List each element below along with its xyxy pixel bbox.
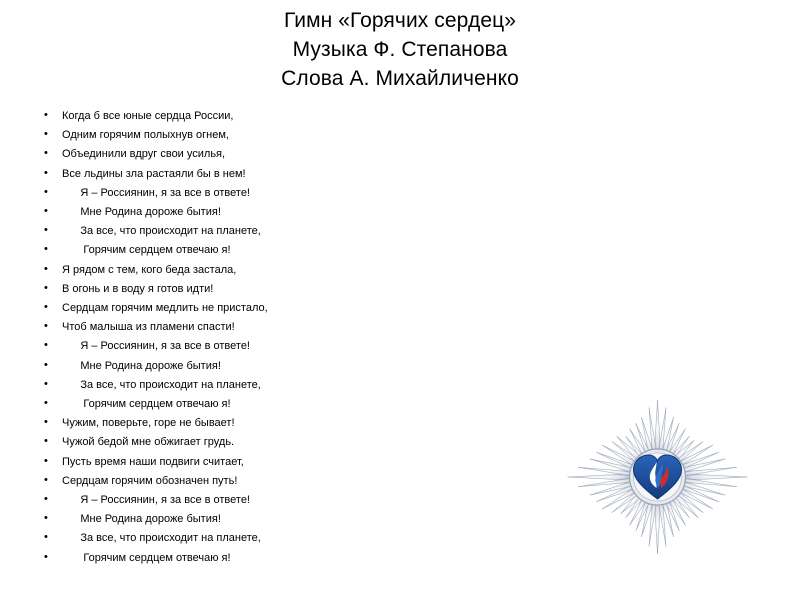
list-item: • За все, что происходит на планете, (40, 529, 600, 548)
list-item: • Я рядом с тем, кого беда застала, (40, 261, 600, 280)
list-item: • Горячим сердцем отвечаю я! (40, 549, 600, 568)
list-item: • Сердцам горячим обозначен путь! (40, 472, 600, 491)
list-item: • В огонь и в воду я готов идти! (40, 280, 600, 299)
lyrics-list (0, 107, 600, 568)
list-item: • Мне Родина дороже бытия! (40, 510, 600, 529)
list-item: • Я – Россиянин, я за все в ответе! (40, 184, 600, 203)
list-item: • Все льдины зла растаяли бы в нем! (40, 165, 600, 184)
list-item: • Объединили вдруг свои усилья, (40, 145, 600, 164)
list-item: • Когда б все юные сердца России, (40, 107, 600, 126)
title-line-2: Музыка Ф. Степанова (292, 38, 508, 61)
list-item: • Горячим сердцем отвечаю я! (40, 395, 600, 414)
page-title (0, 0, 800, 93)
list-item: • Мне Родина дороже бытия! (40, 203, 600, 222)
title-line-3: Слова А. Михайличенко (281, 67, 519, 90)
list-item: • Я – Россиянин, я за все в ответе! (40, 491, 600, 510)
list-item: • За все, что происходит на планете, (40, 222, 600, 241)
list-item: • Я – Россиянин, я за все в ответе! (40, 337, 600, 356)
list-item: • За все, что происходит на планете, (40, 376, 600, 395)
list-item: • Мне Родина дороже бытия! (40, 357, 600, 376)
list-item: • Горячим сердцем отвечаю я! (40, 241, 600, 260)
title-line-1: Гимн «Горячих сердец» (283, 9, 517, 32)
list-item: • Сердцам горячим медлить не пристало, (40, 299, 600, 318)
list-item: • Чужим, поверьте, горе не бывает! (40, 414, 600, 433)
list-item: • Пусть время наши подвиги считает, (40, 453, 600, 472)
list-item: • Одним горячим полыхнув огнем, (40, 126, 600, 145)
emco-star-heart-emblem-icon (565, 398, 750, 556)
list-item: • Чужой бедой мне обжигает грудь. (40, 433, 600, 452)
list-item: • Чтоб малыша из пламени спасти! (40, 318, 600, 337)
